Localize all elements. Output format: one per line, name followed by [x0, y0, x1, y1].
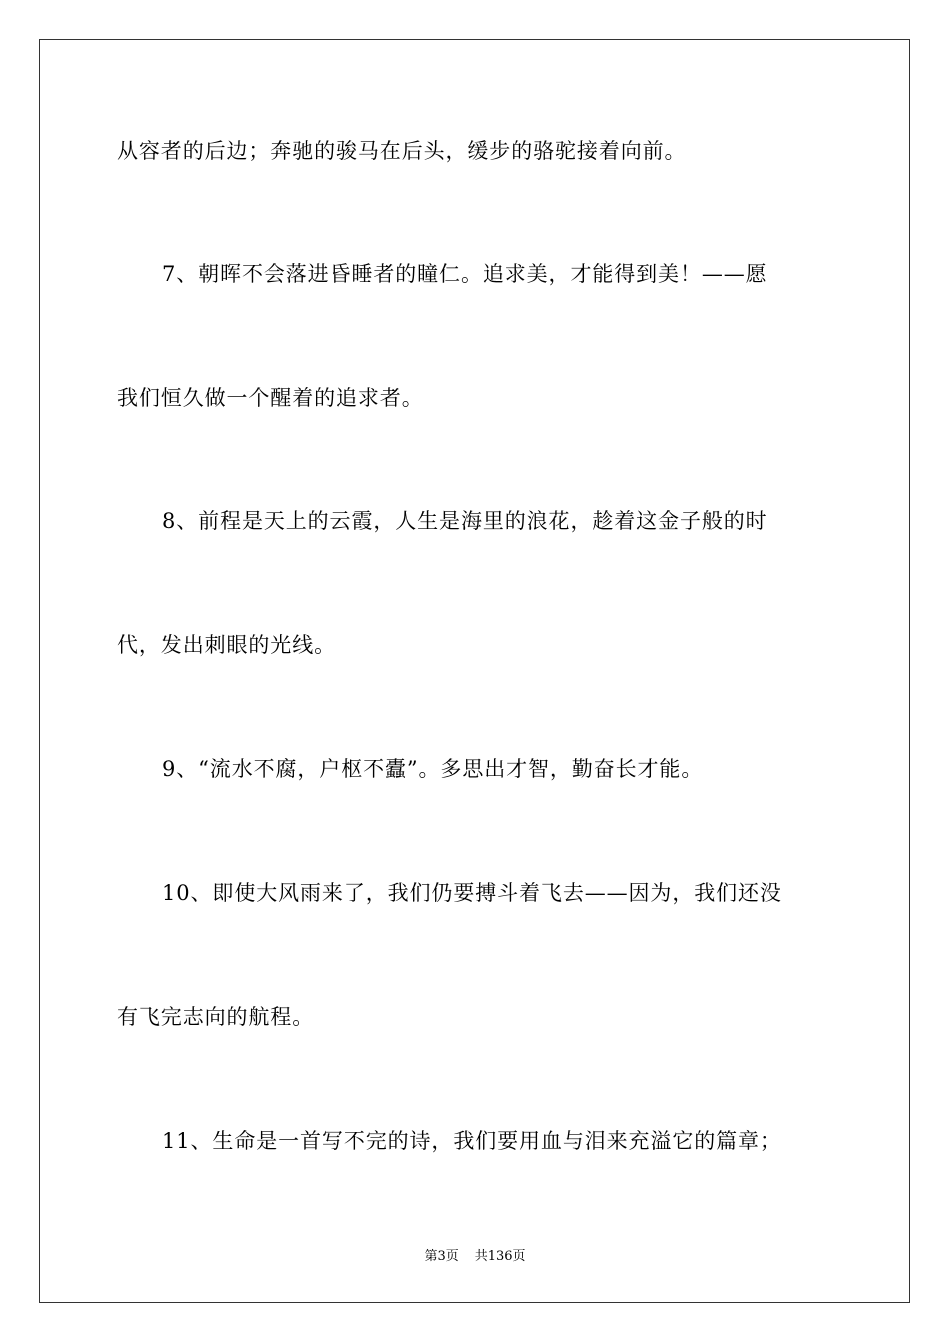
- text-line: 从容者的后边；奔驰的骏马在后头，缓步的骆驼接着向前。: [117, 139, 687, 163]
- text-line: 有飞完志向的航程。: [117, 1005, 315, 1029]
- text-line: 代，发出刺眼的光线。: [117, 633, 336, 657]
- text-line: 9、“流水不腐，户枢不蠹”。多思出才智，勤奋长才能。: [162, 757, 704, 781]
- text-line: 8、前程是天上的云霞，人生是海里的浪花，趁着这金子般的时: [162, 509, 768, 533]
- text-line: 7、朝晖不会落进昏睡者的瞳仁。追求美，才能得到美！——愿: [162, 262, 768, 286]
- text-line: 10、即使大风雨来了，我们仍要搏斗着飞去——因为，我们还没: [162, 881, 782, 905]
- page-footer: [0, 1248, 950, 1266]
- page-total: 共136页: [474, 1249, 526, 1264]
- text-line: 我们恒久做一个醒着的追求者。: [117, 386, 424, 410]
- page-number: 第3页: [424, 1249, 459, 1264]
- page-frame: [39, 39, 910, 1303]
- text-line: 11、生命是一首写不完的诗，我们要用血与泪来充溢它的篇章；: [162, 1129, 782, 1153]
